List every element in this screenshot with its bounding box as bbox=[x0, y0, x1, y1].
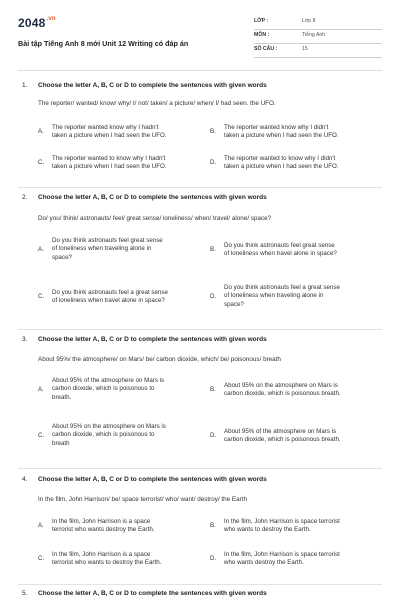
option-line: About 95% on the atmosphere on Mars is bbox=[224, 382, 338, 389]
question-1 bbox=[22, 82, 382, 171]
question-instruction: Choose the letter A, B, C or D to complete the sentences with given words bbox=[38, 82, 267, 89]
meta-value: 15 bbox=[302, 46, 308, 52]
question-prompt: In the film, John Harrison/ be/ space terrorist/ who/ want/ destroy/ the Earth bbox=[38, 496, 247, 503]
option-line: of loneliness when traveling alone in bbox=[52, 245, 152, 253]
option-line: breath bbox=[52, 439, 70, 447]
meta-row-count bbox=[254, 44, 382, 58]
option-letter: A. bbox=[38, 128, 44, 135]
question-number: 1. bbox=[22, 82, 28, 89]
option-line: taken a picture when I had seen the UFO. bbox=[52, 132, 167, 140]
meta-row-grade bbox=[254, 16, 382, 30]
meta-row-subject bbox=[254, 30, 382, 44]
question-prompt: About 95%/ the atmosphere/ on Mars/ be/ carbon dioxide, which/ be/ poisonous/ breath bbox=[38, 356, 281, 363]
option-letter: D. bbox=[210, 293, 217, 300]
question-divider bbox=[18, 329, 382, 330]
option-letter: B. bbox=[210, 128, 216, 135]
question-divider bbox=[18, 584, 382, 585]
meta-value: Tiếng Anh bbox=[302, 32, 326, 38]
option-line: space? bbox=[224, 300, 244, 308]
option-letter: A. bbox=[38, 522, 44, 529]
option-letter: D. bbox=[210, 432, 217, 439]
question-5 bbox=[22, 590, 382, 602]
option-line: Do you think astronauts feel a great sense bbox=[224, 284, 340, 291]
question-prompt: Do/ you/ think/ astronauts/ feel/ great sense/ loneliness/ when/ travel/ alone/ space? bbox=[38, 215, 272, 222]
meta-label: MÔN : bbox=[254, 32, 270, 38]
option-line: breath. bbox=[52, 393, 72, 401]
option-line: Do you think astronauts feel a great sense bbox=[52, 289, 168, 296]
option-line: In the film, John Harrison is a space bbox=[52, 551, 151, 558]
question-heading bbox=[22, 82, 382, 94]
question-divider bbox=[18, 468, 382, 469]
option-line: About 95% of the atmosphere on Mars is bbox=[52, 377, 165, 384]
option-line: terrorist who wants destroy the Earth. bbox=[52, 526, 155, 534]
option-line: carbon dioxide, which is poisonous breath. bbox=[224, 436, 341, 444]
question-2 bbox=[22, 194, 382, 308]
document-header bbox=[18, 12, 382, 66]
question-heading bbox=[22, 336, 382, 348]
question-heading bbox=[22, 476, 382, 488]
option-letter: D. bbox=[210, 555, 217, 562]
option-letter: B. bbox=[210, 522, 216, 529]
meta-label: LỚP : bbox=[254, 18, 269, 24]
option-letter: C. bbox=[38, 555, 45, 562]
option-line: Do you think astronauts feel great sense bbox=[52, 237, 163, 244]
question-heading bbox=[22, 590, 382, 602]
logo-suffix: .vn bbox=[46, 16, 56, 22]
question-number: 3. bbox=[22, 336, 28, 343]
question-number: 4. bbox=[22, 476, 28, 483]
option-line: of loneliness when travel alone in space? bbox=[52, 297, 165, 305]
question-divider bbox=[18, 187, 382, 188]
option-line: In the film, John Harrison is a space bbox=[52, 518, 151, 525]
option-letter: B. bbox=[210, 386, 216, 393]
question-instruction: Choose the letter A, B, C or D to complete the sentences with given words bbox=[38, 336, 267, 343]
option-line: carbon dioxide, which is poisonous to bbox=[52, 385, 155, 393]
option-letter: A. bbox=[38, 246, 44, 253]
option-line: terrorist who wants to destroy the Earth. bbox=[52, 559, 162, 567]
document-meta bbox=[254, 16, 382, 58]
option-line: who wants to destroy the Earth. bbox=[224, 526, 311, 534]
option-line: The reporter wanted know why I hadn't bbox=[52, 124, 159, 131]
option-line: of loneliness when travel alone in space? bbox=[224, 250, 337, 258]
question-instruction: Choose the letter A, B, C or D to complete the sentences with given words bbox=[38, 194, 267, 201]
option-letter: B. bbox=[210, 246, 216, 253]
question-instruction: Choose the letter A, B, C or D to complete the sentences with given words bbox=[38, 476, 267, 483]
header-divider bbox=[18, 70, 382, 71]
option-line: who wants destroy the Earth. bbox=[224, 559, 304, 567]
option-letter: D. bbox=[210, 159, 217, 166]
logo-text: 2048 bbox=[18, 16, 46, 30]
meta-value: Lớp 8 bbox=[302, 18, 316, 24]
option-line: carbon dioxide, which is poisonous breath. bbox=[224, 390, 341, 398]
option-line: About 95% of the atmosphere on Mars is bbox=[224, 428, 337, 435]
option-line: taken a picture when I had seen the UFO. bbox=[224, 132, 339, 140]
option-line: About 95% on the atmosphere on Mars is bbox=[52, 423, 166, 430]
page-title: Bài tập Tiếng Anh 8 mới Unit 12 Writing có đáp án bbox=[18, 39, 189, 48]
question-heading bbox=[22, 194, 382, 206]
option-line: The reporter wanted to know why I didn't bbox=[224, 155, 336, 162]
option-letter: C. bbox=[38, 293, 45, 300]
site-logo[interactable] bbox=[18, 16, 56, 30]
option-letter: A. bbox=[38, 386, 44, 393]
option-line: of loneliness when traveling alone in bbox=[224, 292, 324, 300]
option-line: carbon dioxide, which is poisonous to bbox=[52, 431, 155, 439]
meta-label: SỐ CÂU : bbox=[254, 46, 278, 52]
option-line: In the film, John Harrison is space terrorist bbox=[224, 518, 340, 525]
option-letter: C. bbox=[38, 159, 45, 166]
question-3 bbox=[22, 336, 382, 447]
option-line: taken a picture when I had seen the UFO. bbox=[52, 163, 167, 171]
question-number: 2. bbox=[22, 194, 28, 201]
option-line: In the film, John Harrison is space terrorist bbox=[224, 551, 340, 558]
question-instruction: Choose the letter A, B, C or D to complete the sentences with given words bbox=[38, 590, 267, 597]
option-line: Do you think astronauts feel great sense bbox=[224, 242, 335, 249]
question-4 bbox=[22, 476, 382, 567]
option-letter: C. bbox=[38, 432, 45, 439]
option-line: taken a picture when I had seen the UFO. bbox=[224, 163, 339, 171]
question-prompt: The reporter/ wanted/ know/ why/ I/ not/ taken/ a picture/ when/ I/ had seen. the UFO. bbox=[38, 100, 276, 107]
option-line: The reporter wanted to know why I hadn't bbox=[52, 155, 166, 162]
question-number: 5. bbox=[22, 590, 28, 597]
option-line: The reporter wanted know why I didn't bbox=[224, 124, 329, 131]
option-line: space? bbox=[52, 253, 72, 261]
